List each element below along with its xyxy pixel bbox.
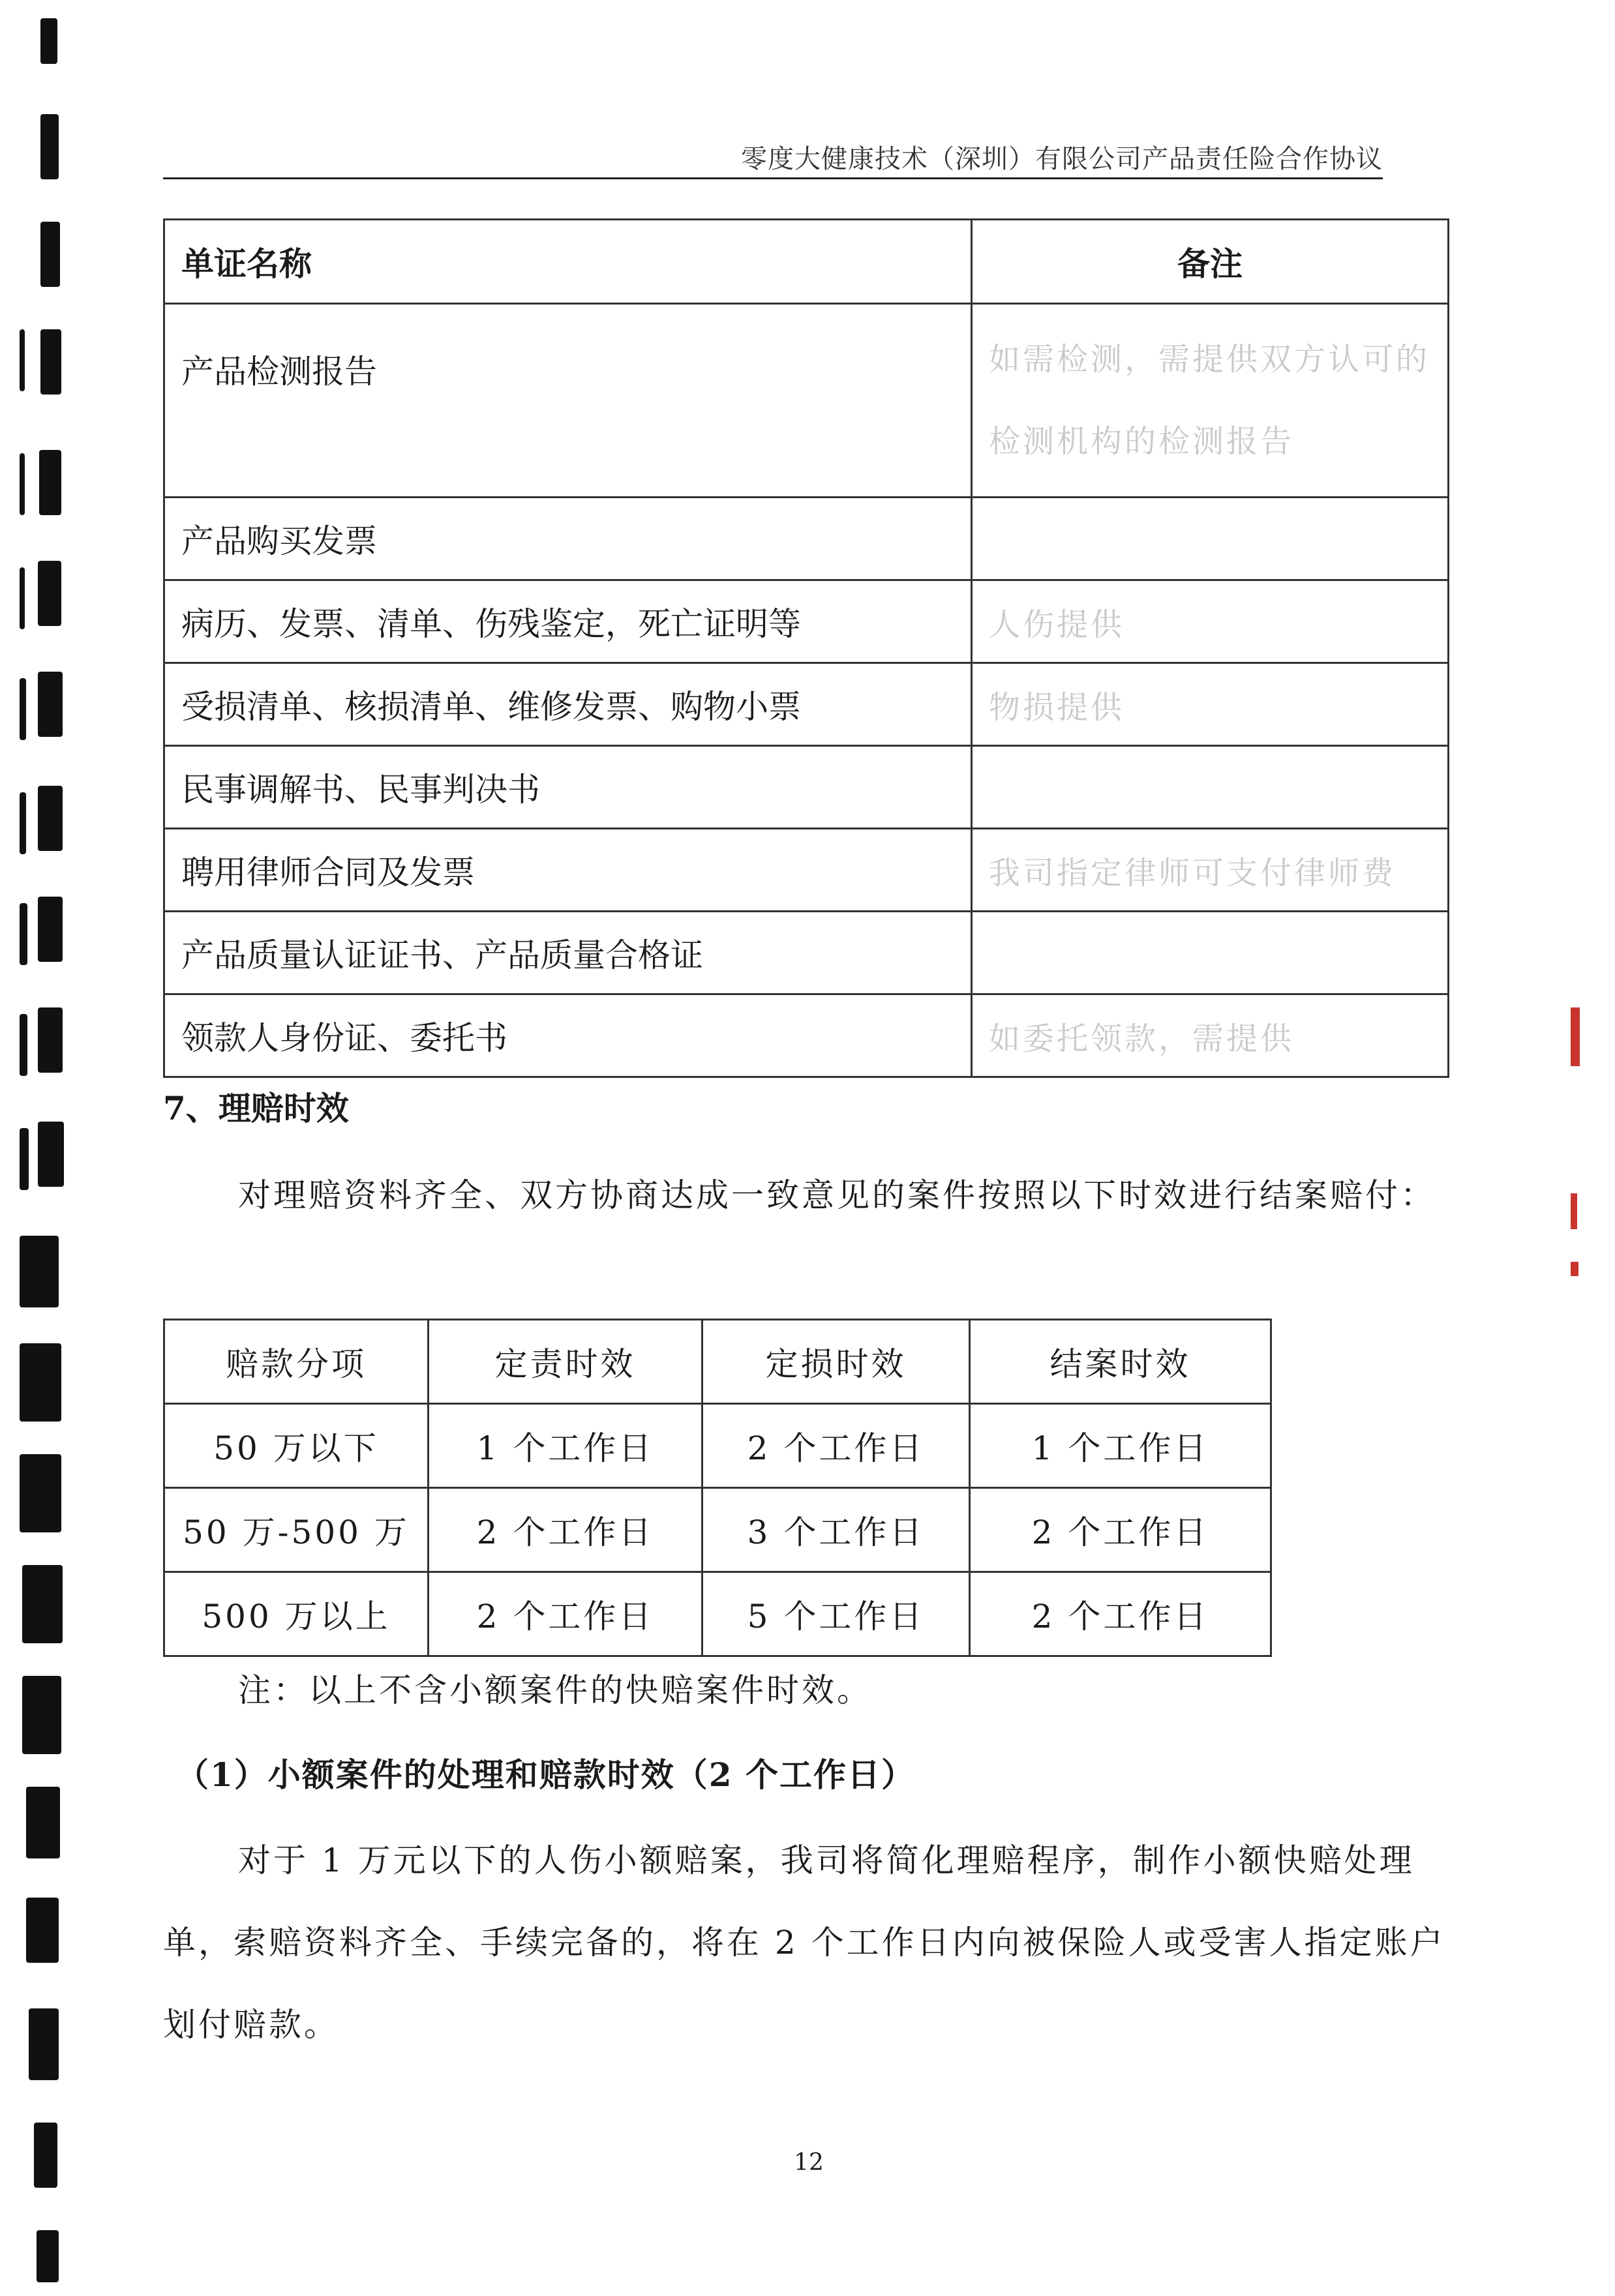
column-header-name: 单证名称	[164, 220, 972, 304]
column-header-note: 备注	[972, 220, 1449, 304]
table-row	[164, 1404, 1271, 1488]
table-header-row	[164, 220, 1449, 304]
document-name-cell: 病历、发票、清单、伤残鉴定，死亡证明等	[164, 580, 972, 663]
claim-timeline-table	[163, 1319, 1272, 1657]
subsection-title: （1）小额案件的处理和赔款时效（2 个工作日）	[176, 1755, 915, 1794]
document-note-cell: 如委托领款，需提供	[972, 994, 1449, 1077]
table-row	[164, 1488, 1271, 1572]
document-name-cell: 领款人身份证、委托书	[164, 994, 972, 1077]
binding-marks	[0, 0, 78, 2296]
table-cell: 2 个工作日	[702, 1404, 970, 1488]
document-note-cell: 人伤提供	[972, 580, 1449, 663]
document-note-cell: 如需检测，需提供双方认可的检测机构的检测报告	[972, 304, 1449, 498]
table-row	[164, 663, 1449, 746]
table-cell: 1 个工作日	[429, 1404, 702, 1488]
document-note-cell	[972, 912, 1449, 994]
column-header: 结案时效	[970, 1320, 1271, 1404]
table-cell: 50 万-500 万	[164, 1488, 429, 1572]
document-name-cell: 受损清单、核损清单、维修发票、购物小票	[164, 663, 972, 746]
document-note-cell: 我司指定律师可支付律师费	[972, 829, 1449, 912]
document-header: 零度大健康技术（深圳）有限公司产品责任险合作协议	[741, 144, 1383, 174]
table-cell: 2 个工作日	[970, 1572, 1271, 1656]
table-cell: 2 个工作日	[429, 1572, 702, 1656]
table-row	[164, 994, 1449, 1077]
table-row	[164, 498, 1449, 580]
seal-fragment	[1571, 1193, 1577, 1229]
table-cell: 2 个工作日	[970, 1488, 1271, 1572]
subsection-body: 对于 1 万元以下的人伤小额赔案，我司将简化理赔程序，制作小额快赔处理单，索赔资料齐全、手续完备的，将在 2 个工作日内向被保险人或受害人指定账户划付赔款。	[163, 1841, 1445, 2044]
table-cell: 500 万以上	[164, 1572, 429, 1656]
table-header-row	[164, 1320, 1271, 1404]
table-cell: 50 万以下	[164, 1404, 429, 1488]
document-note-cell: 物损提供	[972, 663, 1449, 746]
table-cell: 2 个工作日	[429, 1488, 702, 1572]
section-intro: 对理赔资料齐全、双方协商达成一致意见的案件按照以下时效进行结案赔付：	[238, 1176, 1436, 1214]
table-footnote: 注：以上不含小额案件的快赔案件时效。	[238, 1671, 872, 1709]
document-name-cell: 产品购买发票	[164, 498, 972, 580]
document-name-cell: 产品检测报告	[164, 304, 972, 498]
column-header: 定责时效	[429, 1320, 702, 1404]
table-row	[164, 912, 1449, 994]
document-note-cell	[972, 746, 1449, 829]
seal-fragment	[1571, 1262, 1578, 1276]
table-row	[164, 304, 1449, 498]
document-name-cell: 民事调解书、民事判决书	[164, 746, 972, 829]
table-row	[164, 1572, 1271, 1656]
seal-fragment	[1571, 1007, 1580, 1066]
table-cell: 5 个工作日	[702, 1572, 970, 1656]
column-header: 赔款分项	[164, 1320, 429, 1404]
table-cell: 1 个工作日	[970, 1404, 1271, 1488]
header-divider	[163, 177, 1383, 179]
claim-documents-table	[163, 218, 1449, 1078]
table-cell: 3 个工作日	[702, 1488, 970, 1572]
section-title: 7、理赔时效	[163, 1089, 349, 1127]
column-header: 定损时效	[702, 1320, 970, 1404]
table-row	[164, 580, 1449, 663]
document-note-cell	[972, 498, 1449, 580]
table-row	[164, 829, 1449, 912]
page-number: 12	[794, 2149, 824, 2176]
document-name-cell: 产品质量认证证书、产品质量合格证	[164, 912, 972, 994]
table-row	[164, 746, 1449, 829]
document-name-cell: 聘用律师合同及发票	[164, 829, 972, 912]
